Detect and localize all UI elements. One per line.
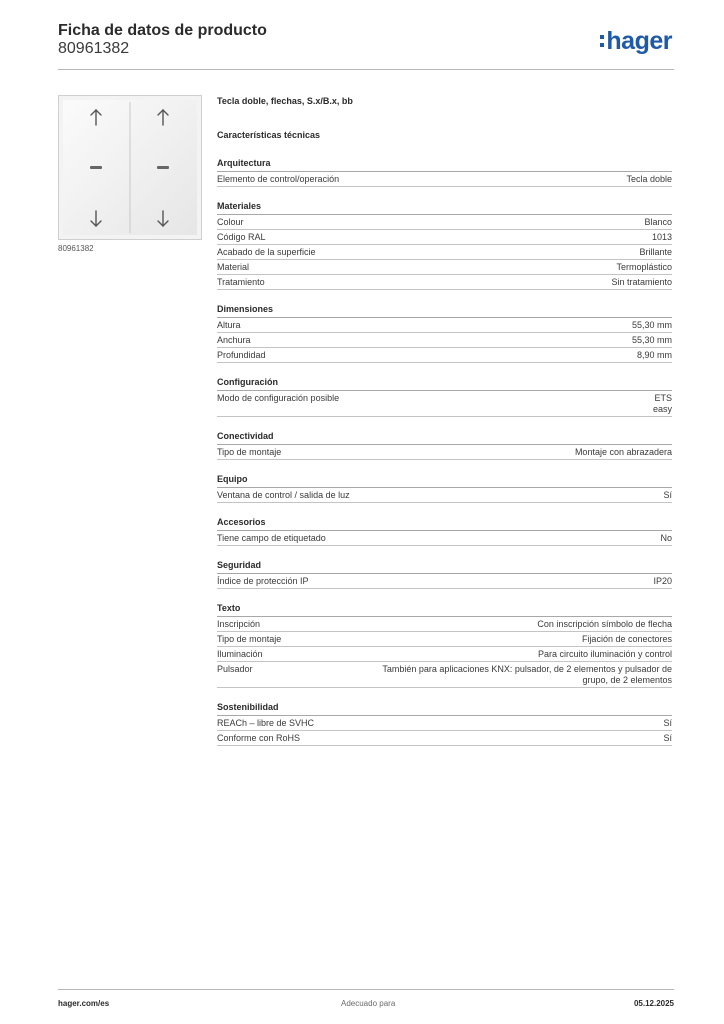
- spec-value: [293, 634, 672, 645]
- spec-value-line: Con inscripción símbolo de flecha: [537, 619, 672, 629]
- spec-sections: [217, 158, 672, 746]
- spec-value: [277, 277, 672, 288]
- spec-row: [217, 333, 672, 348]
- spec-label: Tiene campo de etiquetado: [217, 533, 326, 543]
- product-number: 80961382: [58, 40, 130, 57]
- spec-value: [328, 247, 672, 258]
- spec-value: [278, 232, 672, 243]
- spec-value: [362, 490, 672, 501]
- spec-section: [217, 560, 672, 589]
- spec-row: [217, 662, 672, 688]
- spec-label: REACh – libre de SVHC: [217, 718, 315, 728]
- spec-row: [217, 716, 672, 731]
- spec-value-line: Blanco: [644, 217, 672, 227]
- spec-row: [217, 632, 672, 647]
- spec-row: [217, 391, 672, 417]
- spec-label: Conforme con RoHS: [217, 733, 301, 743]
- spec-value-line: No: [660, 533, 672, 543]
- spec-section: [217, 304, 672, 363]
- spec-row: [217, 230, 672, 245]
- spec-section: [217, 201, 672, 290]
- dash-icon: [157, 166, 169, 169]
- section-title: Accesorios: [217, 517, 672, 531]
- footer-suitable-for: Adecuado para: [341, 999, 396, 1008]
- spec-value-line: Tecla doble: [626, 174, 672, 184]
- product-image: [58, 95, 202, 240]
- spec-row: [217, 215, 672, 230]
- spec-value-line: Brillante: [639, 247, 672, 257]
- dash-icon: [90, 166, 102, 169]
- document-title: Ficha de datos de producto: [58, 22, 267, 39]
- spec-value: [261, 262, 672, 273]
- spec-value-line: 55,30 mm: [631, 320, 672, 330]
- spec-value: [275, 649, 672, 660]
- spec-value: [256, 217, 672, 228]
- spec-row: [217, 488, 672, 503]
- spec-value: [265, 664, 672, 686]
- spec-value: [312, 733, 672, 744]
- spec-section: [217, 474, 672, 503]
- spec-value: [326, 718, 672, 729]
- spec-row: [217, 647, 672, 662]
- spec-value-line: Para circuito iluminación y control: [537, 649, 672, 659]
- spec-value-line: 55,30 mm: [631, 335, 672, 345]
- spec-row: [217, 445, 672, 460]
- spec-value: [263, 335, 672, 346]
- spec-row: [217, 245, 672, 260]
- section-title: Arquitectura: [217, 158, 672, 172]
- spec-value: [351, 393, 672, 415]
- spec-label: Acabado de la superficie: [217, 247, 316, 257]
- section-title: Materiales: [217, 201, 672, 215]
- spec-value: [338, 533, 672, 544]
- spec-value: [293, 447, 672, 458]
- spec-label: Pulsador: [217, 664, 253, 674]
- spec-label: Inscripción: [217, 619, 261, 629]
- spec-value-line: Termoplástico: [616, 262, 672, 272]
- spec-row: [217, 731, 672, 746]
- product-name: Tecla doble, flechas, S.x/B.x, bb: [217, 96, 353, 106]
- logo-dots-icon: [600, 33, 604, 49]
- tech-heading: Características técnicas: [217, 130, 321, 140]
- spec-section: [217, 431, 672, 460]
- hager-logo: [600, 28, 672, 54]
- spec-label: Material: [217, 262, 250, 272]
- spec-value: [321, 576, 672, 587]
- spec-label: Tipo de montaje: [217, 634, 282, 644]
- spec-value-line: IP20: [653, 576, 672, 586]
- spec-value-line: easy: [652, 404, 672, 414]
- spec-row: [217, 172, 672, 187]
- spec-row: [217, 531, 672, 546]
- spec-label: Tipo de montaje: [217, 447, 282, 457]
- spec-row: [217, 318, 672, 333]
- spec-label: Colour: [217, 217, 244, 227]
- spec-value-line: Sí: [663, 733, 672, 743]
- section-title: Dimensiones: [217, 304, 672, 318]
- spec-value-line: Sí: [663, 490, 672, 500]
- spec-value-line: 8,90 mm: [636, 350, 672, 360]
- spec-value-line: Sin tratamiento: [611, 277, 672, 287]
- spec-value: [272, 619, 672, 630]
- spec-value-line: 1013: [651, 232, 672, 242]
- spec-label: Modo de configuración posible: [217, 393, 340, 403]
- page-header: [58, 22, 674, 70]
- section-title: Equipo: [217, 474, 672, 488]
- spec-label: Anchura: [217, 335, 251, 345]
- section-title: Texto: [217, 603, 672, 617]
- spec-row: [217, 617, 672, 632]
- spec-label: Tratamiento: [217, 277, 265, 287]
- footer-website[interactable]: hager.com/es: [58, 999, 110, 1008]
- spec-value-line: Fijación de conectores: [581, 634, 672, 644]
- spec-row: [217, 574, 672, 589]
- spec-section: [217, 377, 672, 417]
- spec-value: [278, 350, 672, 361]
- product-image-drawing: [59, 96, 201, 239]
- page-footer: [58, 989, 674, 1011]
- spec-row: [217, 348, 672, 363]
- spec-label: Profundidad: [217, 350, 266, 360]
- section-title: Configuración: [217, 377, 672, 391]
- spec-label: Índice de protección IP: [217, 576, 309, 586]
- spec-row: [217, 275, 672, 290]
- spec-value-line: Montaje con abrazadera: [574, 447, 672, 457]
- section-title: Conectividad: [217, 431, 672, 445]
- footer-date: 05.12.2025: [633, 999, 674, 1008]
- spec-value-line: grupo, de 2 elementos: [582, 675, 672, 685]
- spec-section: [217, 517, 672, 546]
- section-title: Sostenibilidad: [217, 702, 672, 716]
- logo-text: hager: [606, 26, 672, 55]
- spec-value: [253, 320, 672, 331]
- spec-value-line: Sí: [663, 718, 672, 728]
- spec-section: [217, 158, 672, 187]
- image-caption: 80961382: [58, 244, 94, 253]
- spec-label: Iluminación: [217, 649, 263, 659]
- spec-value-line: ETS: [654, 393, 672, 403]
- spec-label: Ventana de control / salida de luz: [217, 490, 350, 500]
- spec-section: [217, 603, 672, 688]
- spec-value: [351, 174, 672, 185]
- spec-row: [217, 260, 672, 275]
- spec-content: [217, 96, 672, 746]
- spec-section: [217, 702, 672, 746]
- spec-label: Código RAL: [217, 232, 266, 242]
- spec-label: Altura: [217, 320, 241, 330]
- spec-label: Elemento de control/operación: [217, 174, 340, 184]
- spec-value-line: También para aplicaciones KNX: pulsador, de 2 elementos y pulsador de: [382, 664, 672, 674]
- section-title: Seguridad: [217, 560, 672, 574]
